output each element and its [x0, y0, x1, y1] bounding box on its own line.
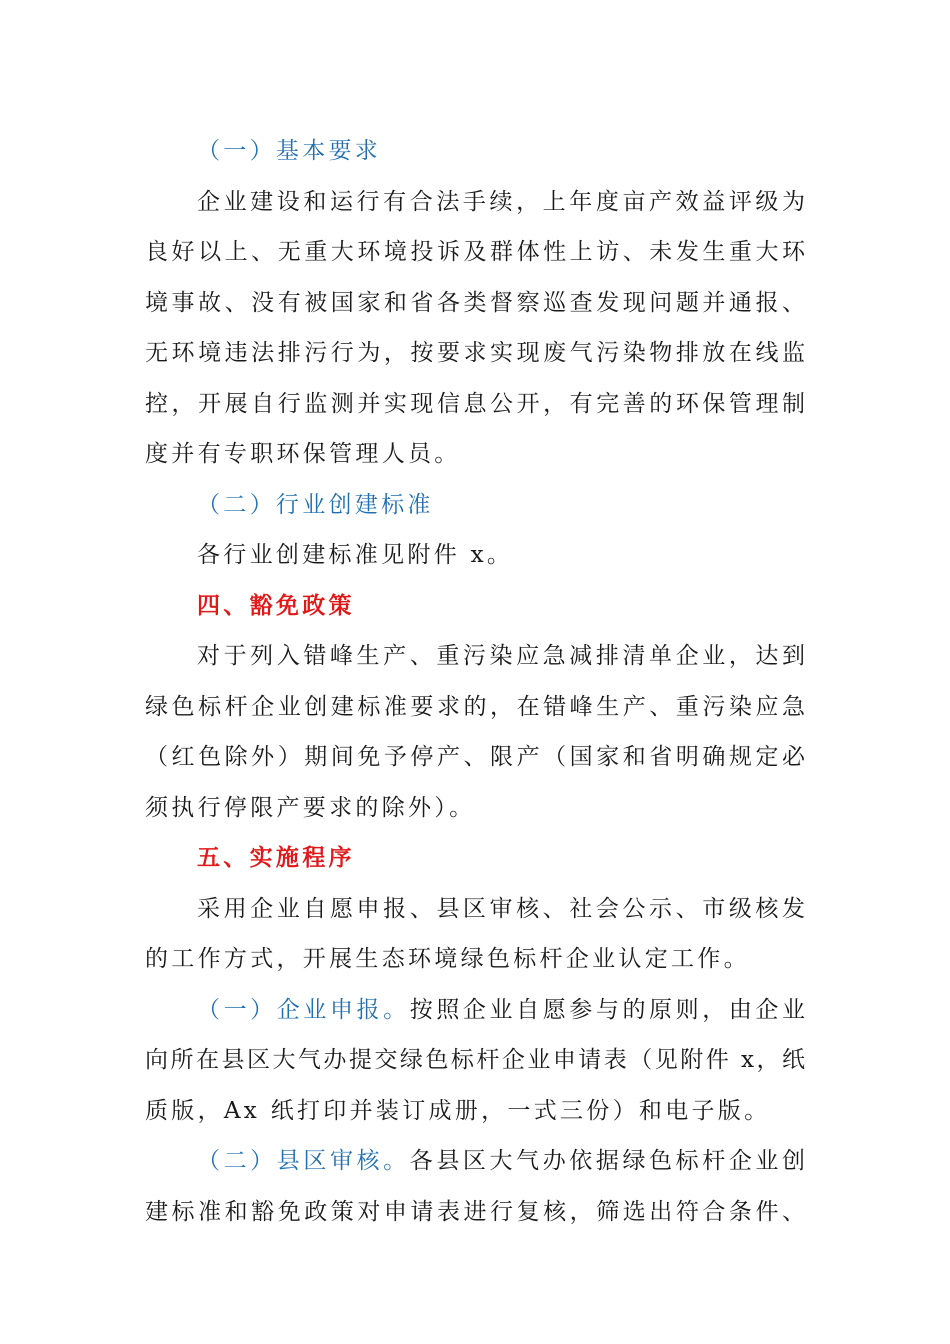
- heading-exemption-policy: 四、豁免政策: [197, 591, 355, 619]
- paragraph-line: 企业建设和运行有合法手续，上年度亩产效益评级为: [197, 188, 805, 215]
- paragraph-line-enterprise-application: [145, 985, 805, 1036]
- paragraph-line: 绿色标杆企业创建标准要求的，在错峰生产、重污染应急: [145, 693, 805, 720]
- paragraph-line: 采用企业自愿申报、县区审核、社会公示、市级核发: [197, 895, 805, 922]
- paragraph-line: 建标准和豁免政策对申请表进行复核，筛选出符合条件、: [145, 1198, 805, 1225]
- paragraph-text: 按照企业自愿参与的原则，由企业: [409, 996, 806, 1023]
- label-county-review: （二）县区审核。: [197, 1148, 410, 1174]
- paragraph-line: 对于列入错峰生产、重污染应急减排清单企业，达到: [197, 643, 805, 669]
- paragraph-line: 质版，Ax 纸打印并装订成册，一式三份）和电子版。: [145, 1097, 771, 1124]
- paragraph-line: （红色除外）期间免予停产、限产（国家和省明确规定必: [145, 744, 805, 770]
- paragraph-text: 各县区大气办依据绿色标杆企业创: [409, 1148, 806, 1174]
- paragraph-line-county-review: [145, 1136, 805, 1187]
- paragraph-line: 须执行停限产要求的除外）。: [145, 794, 476, 821]
- paragraph-line: 境事故、没有被国家和省各类督察巡查发现问题并通报、: [145, 289, 805, 316]
- paragraph-line: 无环境违法排污行为，按要求实现废气污染物排放在线监: [145, 340, 805, 366]
- heading-implementation-procedure: 五、实施程序: [197, 844, 355, 871]
- paragraph-line: 度并有专职环保管理人员。: [145, 441, 461, 467]
- paragraph-line: 控，开展自行监测并实现信息公开，有完善的环保管理制: [145, 390, 805, 417]
- paragraph-line: 良好以上、无重大环境投诉及群体性上访、未发生重大环: [145, 239, 805, 265]
- document-body: [145, 126, 805, 1237]
- heading-industry-standards: （二）行业创建标准: [197, 491, 434, 518]
- paragraph-line: 的工作方式，开展生态环境绿色标杆企业认定工作。: [145, 946, 750, 972]
- paragraph-line: 各行业创建标准见附件 x。: [197, 542, 514, 568]
- heading-basic-requirements: （一）基本要求: [197, 138, 382, 164]
- paragraph-line: 向所在县区大气办提交绿色标杆企业申请表（见附件 x，纸: [145, 1047, 805, 1073]
- label-enterprise-application: （一）企业申报。: [197, 996, 410, 1023]
